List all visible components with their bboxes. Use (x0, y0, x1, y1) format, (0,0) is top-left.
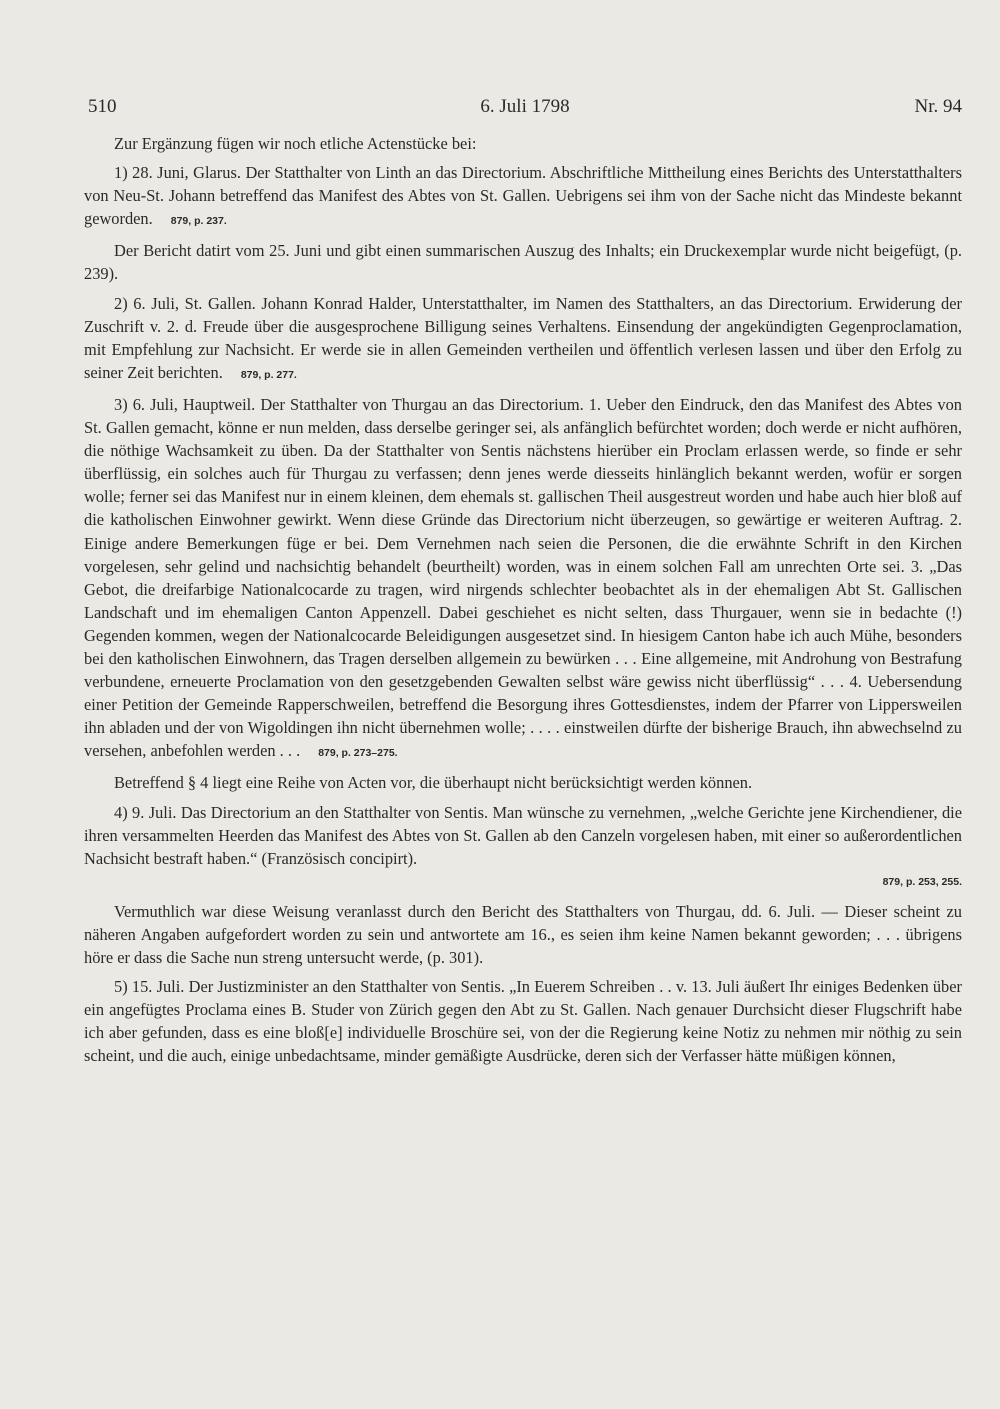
paragraph-note-1: Der Bericht datirt vom 25. Juni und gibt einen summarischen Auszug des Inhalts; ein Druckexemplar wurde nicht beigefügt, (p. 239). (84, 241, 962, 284)
page-number: 510 (88, 96, 117, 117)
paragraph-note-2: Betreffend § 4 liegt eine Reihe von Acten vor, die überhaupt nicht berücksichtigt werden können. (114, 773, 753, 793)
paragraph-item-4: 4) 9. Juli. Das Directorium an den Statthalter von Sentis. Man wünsche zu vernehmen, „welche Gerichte jene Kirchendiener, die ihren versammelten Heerden das Manifest des Abtes von St. Gallen ab den Canzeln vorgelesen haben, mit einer so außerordentlichen Nachsicht bestraft haben.“ (Französisch concipirt). 879, p. 253, 255. (84, 802, 962, 888)
paragraph-item-1: 1) 28. Juni, Glarus. Der Statthalter von Linth an das Directorium. Abschriftliche Mittheilung eines Berichts des Unterstatthalters von Neu-St. Johann betreffend das Manifest des Abtes von St. Gallen. Uebrigens sei ihm von der Sache nicht das Mindeste bekannt geworden. 879, p. 237. (84, 163, 962, 229)
archive-reference: 879, p. 253, 255. (882, 875, 962, 888)
paragraph-item-2: 2) 6. Juli, St. Gallen. Johann Konrad Halder, Unterstatthalter, im Namen des Statthalters, an das Directorium. Erwiderung der Zuschrift v. 2. d. Freude über die ausgesprochene Billigung seines Verhaltens. Einsendung der angekündigten Gegenproclamation, mit Empfehlung zur Nachsicht. Er werde sie in allen Gemeinden vertheilen und öffentlich verlesen lassen und über den Erfolg zu seiner Zeit berichten. 879, p. 277. (84, 293, 962, 382)
archive-reference: 879, p. 237. (170, 215, 227, 228)
paragraph-note-3: Vermuthlich war diese Weisung veranlasst durch den Bericht des Statthalters von Thurgau, dd. 6. Juli. — Dieser scheint zu näheren Angaben aufgefordert worden zu sein und antwortete am 16., es seien ihm keine Namen bekannt geworden; . . . übrigens höre er dass die Sache nun streng untersucht werde, (p. 301). (84, 901, 962, 968)
paragraph-intro: Zur Ergänzung fügen wir noch etliche Actenstücke bei: (114, 134, 477, 153)
archive-reference: 879, p. 273–275. (318, 747, 398, 760)
paragraph-item-5: 5) 15. Juli. Der Justizminister an den Statthalter von Sentis. „In Euerem Schreiben . . v. 13. Juli äußert Ihr einiges Bedenken über ein angefügtes Proclama eines B. Studer von Zürich gegen den Abt zu St. Gallen. Nach genauer Durchsicht dieser Flugschrift habe ich aber gefunden, dass es eine bloß[e] individuelle Broschüre sei, von der die Regierung keine Notiz zu nehmen mir nöthig zu sein scheint, und die auch, einige unbedachtsame, minder gemäßigte Ausdrücke, deren sich der Verfasser hätte müßigen können, (84, 977, 962, 1066)
page-header (88, 96, 962, 126)
archive-reference: 879, p. 277. (240, 368, 297, 381)
paragraph-item-3: 3) 6. Juli, Hauptweil. Der Statthalter von Thurgau an das Directorium. 1. Ueber den Eindruck, den das Manifest des Abtes von St. Gallen gemacht, könne er nun melden, dass derselbe geringer sei, als anfänglich befürchtet worden; doch werde er nicht aufhören, die nöthige Wachsamkeit zu üben. Da der Statthalter von Sentis nächstens hierüber ein Proclam erlassen werde, so finde er sehr überflüssig, ein solches auch für Thurgau zu verfassen; denn jenes werde diesseits hinlänglich bekannt werden, wofür er sorgen wolle; ferner sei das Manifest nur in einem kleinen, dem ehemals st. gallischen Theil ausgestreut worden und habe auch hier bloß auf die katholischen Einwohner gewirkt. Wenn diese Gründe das Directorium nicht überzeugen, so gewärtige er weiteren Auftrag. 2. Einige andere Bemerkungen füge er bei. Dem Vernehmen nach seien die Personen, die die erwähnte Schrift in den Kirchen vorgelesen, sehr gelind und nachsichtig behandelt (beurtheilt) worden, was in einem solchen Fall am unrechten Orte sei. 3. „Das Gebot, die dreifarbige Nationalcocarde zu tragen, wird nirgends schlechter beobachtet als in der ehemaligen Abt St. Gallischen Landschaft und im ehemaligen Canton Appenzell. Dabei geschiehet es nicht selten, dass Thurgauer, wenn sie in bedachte (!) Gegenden kommen, wegen der Nationalcocarde Beleidigungen ausgesetzet sind. In hiesigem Canton habe ich auch Mühe, besonders bei den katholischen Einwohnern, das Tragen derselben allgemein zu bewürken . . . Eine allgemeine, mit Androhung von Bestrafung verbundene, erneuerte Proclamation von den gesetzgebenden Gewalten selbst wäre gewiss nicht überflüssig“ . . . 4. Uebersendung einer Petition der Gemeinde Rapperschweilen, betreffend die Besorgung ihres Gottesdienstes, indem der Pfarrer von Lippersweilen ihn abladen und der von Wigoldingen ihn nicht übernehmen wolle; . . . . einstweilen dürfte der bisherige Brauch, ihn abwechselnd zu versehen, anbefohlen werden . . . 879, p. 273–275. (84, 394, 962, 761)
document-number: Nr. 94 (914, 96, 962, 117)
header-date: 6. Juli 1798 (480, 96, 570, 117)
body-text (84, 132, 962, 1074)
